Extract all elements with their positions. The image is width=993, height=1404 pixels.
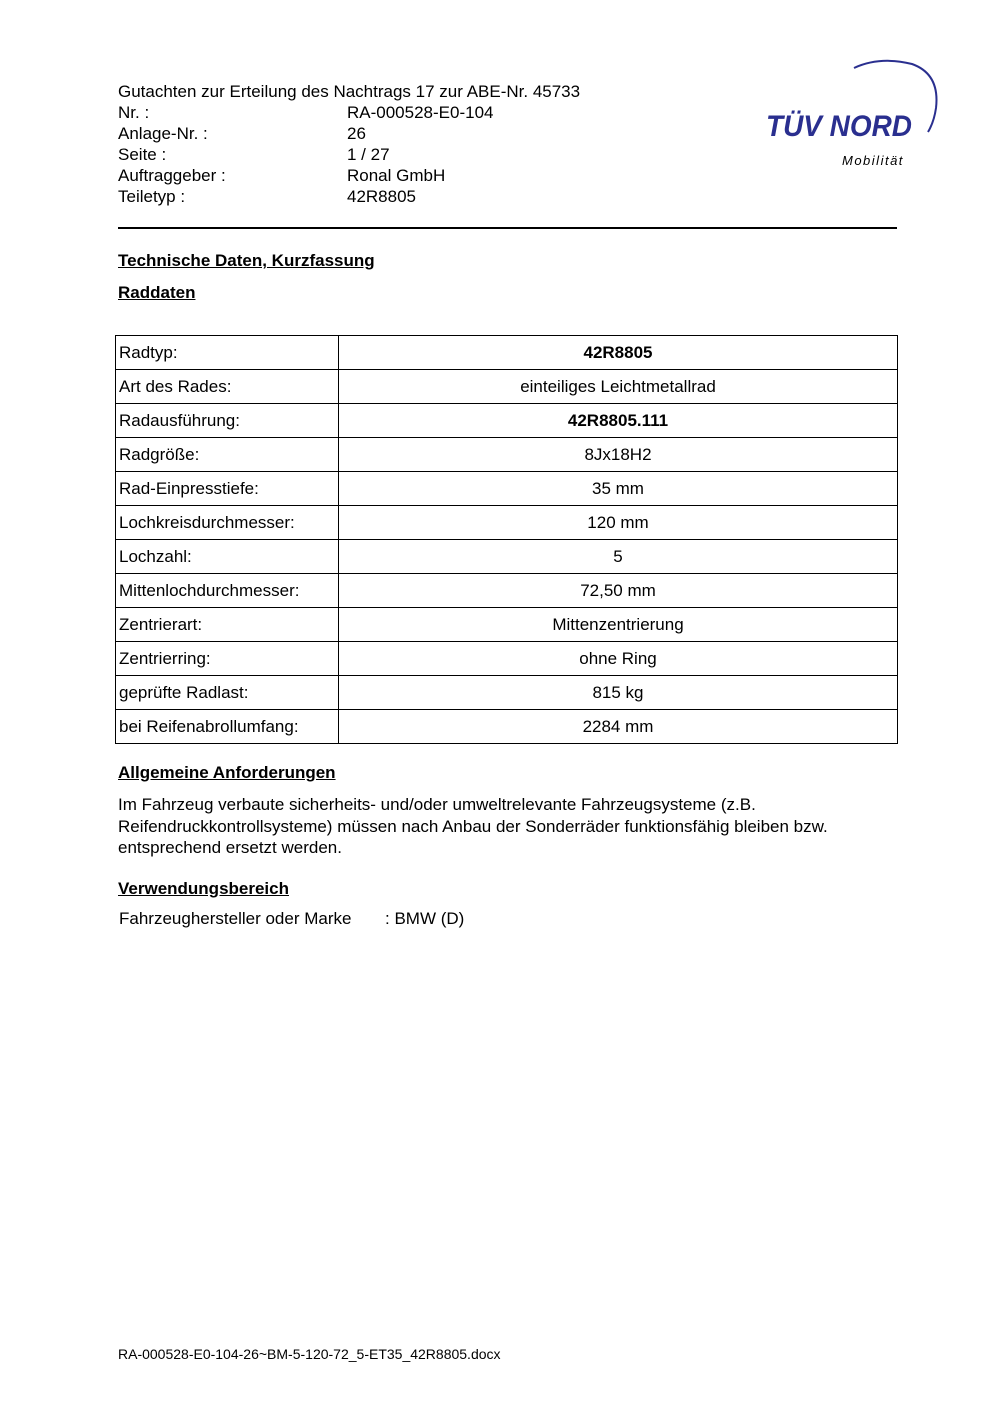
meta-label: Nr. : xyxy=(118,103,150,122)
row-label: Rad-Einpresstiefe: xyxy=(116,472,339,506)
row-value: ohne Ring xyxy=(339,642,898,676)
meta-label: Anlage-Nr. : xyxy=(118,124,208,143)
document-header xyxy=(118,81,580,207)
table-row xyxy=(116,642,898,676)
logo-sub: Mobilität xyxy=(842,153,904,168)
meta-row-nr xyxy=(118,102,580,123)
row-label: Lochzahl: xyxy=(116,540,339,574)
row-label: Zentrierring: xyxy=(116,642,339,676)
meta-value: RA-000528-E0-104 xyxy=(347,103,494,122)
usage-label: Fahrzeughersteller oder Marke xyxy=(119,909,352,928)
meta-value: 42R8805 xyxy=(347,187,417,206)
row-value: einteiliges Leichtmetallrad xyxy=(339,370,898,404)
meta-label: Teiletyp : xyxy=(118,187,186,206)
meta-value: 1 / 27 xyxy=(347,145,390,164)
usage-value: : BMW (D) xyxy=(385,909,465,928)
header-divider xyxy=(118,227,897,229)
meta-label: Auftraggeber : xyxy=(118,166,226,185)
meta-label: Seite : xyxy=(118,145,167,164)
row-value: 5 xyxy=(339,540,898,574)
row-value: 42R8805 xyxy=(339,336,898,370)
table-row xyxy=(116,336,898,370)
row-value: 42R8805.111 xyxy=(339,404,898,438)
table-row xyxy=(116,370,898,404)
allgemein-paragraph: Im Fahrzeug verbaute sicherheits- und/oder umweltrelevante Fahrzeugsysteme (z.B. Reifendruckkontrollsysteme) müssen nach Anbau der Sonderräder funktionsfähig bleiben bzw. entsprechend ersetzt werden. xyxy=(118,795,828,857)
row-label: Mittenlochdurchmesser: xyxy=(116,574,339,608)
row-value: 35 mm xyxy=(339,472,898,506)
table-row xyxy=(116,506,898,540)
table-row xyxy=(116,404,898,438)
row-label: Radausführung: xyxy=(116,404,339,438)
row-label: Radgröße: xyxy=(116,438,339,472)
table-row xyxy=(116,676,898,710)
heading-technische-daten: Technische Daten, Kurzfassung xyxy=(118,251,375,270)
table-row xyxy=(116,574,898,608)
row-label: Radtyp: xyxy=(116,336,339,370)
meta-value: 26 xyxy=(347,124,366,143)
meta-row-teiletyp xyxy=(118,186,580,207)
row-value: Mittenzentrierung xyxy=(339,608,898,642)
document-title: Gutachten zur Erteilung des Nachtrags 17 zur ABE-Nr. 45733 xyxy=(118,82,581,101)
heading-verwendungsbereich: Verwendungsbereich xyxy=(118,879,289,898)
table-row xyxy=(116,438,898,472)
row-value: 2284 mm xyxy=(339,710,898,744)
meta-row-anlage xyxy=(118,123,580,144)
meta-row-seite xyxy=(118,144,580,165)
heading-raddaten: Raddaten xyxy=(118,283,196,302)
row-label: Lochkreisdurchmesser: xyxy=(116,506,339,540)
row-value: 120 mm xyxy=(339,506,898,540)
row-value: 815 kg xyxy=(339,676,898,710)
meta-value: Ronal GmbH xyxy=(347,166,446,185)
table-row xyxy=(116,540,898,574)
row-label: Zentrierart: xyxy=(116,608,339,642)
tuv-nord-logo xyxy=(762,56,942,171)
row-value: 72,50 mm xyxy=(339,574,898,608)
row-value: 8Jx18H2 xyxy=(339,438,898,472)
usage-row xyxy=(119,909,464,929)
logo-brand: TÜV NORD xyxy=(766,110,912,143)
row-label: Art des Rades: xyxy=(116,370,339,404)
heading-allgemeine-anforderungen: Allgemeine Anforderungen xyxy=(118,763,336,782)
footer-filename: RA-000528-E0-104-26~BM-5-120-72_5-ET35_42R8805.docx xyxy=(118,1346,501,1362)
table-row xyxy=(116,608,898,642)
table-row xyxy=(116,710,898,744)
meta-row-auftraggeber xyxy=(118,165,580,186)
raddaten-table xyxy=(115,335,898,744)
row-label: bei Reifenabrollumfang: xyxy=(116,710,339,744)
row-label: geprüfte Radlast: xyxy=(116,676,339,710)
table-row xyxy=(116,472,898,506)
